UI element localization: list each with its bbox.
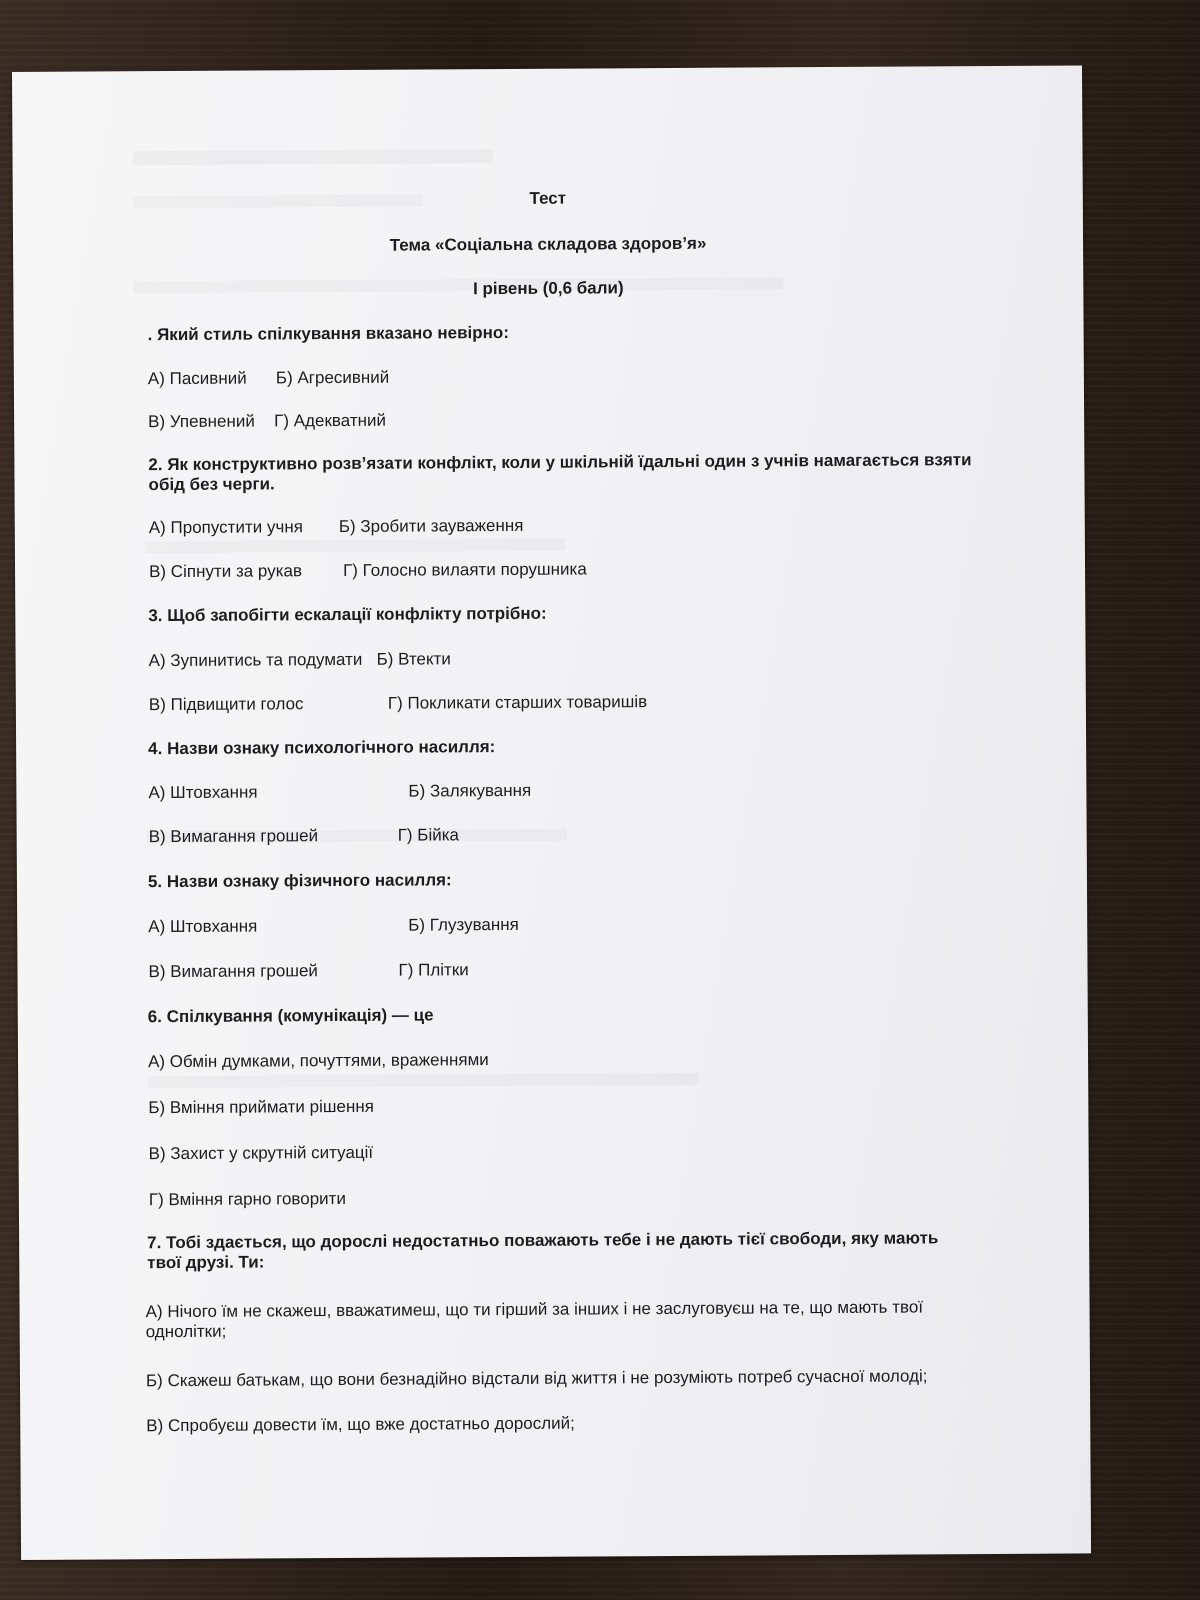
paper-sheet bbox=[12, 65, 1091, 1560]
q6-option-a: А) Обмін думками, почуттями, враженнями bbox=[147, 1050, 489, 1072]
bleed-through bbox=[148, 1073, 698, 1088]
question-2: 2. Як конструктивно розв’язати конфлікт, коли у шкільній їдальні один з учнів намагається взяти обід без черги. bbox=[148, 450, 972, 495]
q5-option-b: Б) Глузування bbox=[408, 914, 519, 935]
question-7: 7. Тобі здається, що дорослі недостатньо поважають тебе і не дають тієї свободи, яку мають твої друзі. Ти: bbox=[147, 1228, 939, 1273]
q6-option-c: В) Захист у скрутній ситуації bbox=[148, 1142, 374, 1164]
q1-option-b: Б) Агресивний bbox=[275, 367, 390, 388]
q3-option-b: Б) Втекти bbox=[376, 649, 451, 669]
q4-option-b: Б) Залякування bbox=[408, 780, 532, 801]
q1-option-d: Г) Адекватний bbox=[274, 410, 387, 431]
q7-option-c: В) Спробуєш довести їм, що вже достатньо дорослий; bbox=[146, 1413, 575, 1436]
bleed-through bbox=[145, 539, 565, 554]
q5-option-d: Г) Плітки bbox=[398, 960, 469, 980]
bleed-through bbox=[132, 149, 492, 165]
question-5: 5. Назви ознаку фізичного насилля: bbox=[147, 870, 452, 892]
q1-option-a: А) Пасивний bbox=[147, 368, 247, 389]
question-1: . Який стиль спілкування вказано невірно: bbox=[147, 322, 510, 345]
q6-option-d: Г) Вміння гарно говорити bbox=[148, 1188, 346, 1210]
q2-option-b: Б) Зробити зауваження bbox=[338, 515, 524, 537]
q2-option-a: А) Пропустити учня bbox=[148, 517, 303, 538]
q4-option-a: А) Штовхання bbox=[148, 782, 258, 803]
q5-option-a: А) Штовхання bbox=[148, 916, 258, 937]
q3-option-d: Г) Покликати старших товаришів bbox=[387, 692, 648, 713]
question-3: 3. Щоб запобігти ескалації конфлікту потрібно: bbox=[148, 603, 547, 626]
q6-option-b: Б) Вміння приймати рішення bbox=[148, 1096, 374, 1118]
question-4: 4. Назви ознаку психологічного насилля: bbox=[148, 737, 496, 759]
level-heading: І рівень (0,6 бали) bbox=[472, 278, 624, 299]
document-topic: Тема «Соціальна складова здоров’я» bbox=[389, 233, 707, 255]
q4-option-d: Г) Бійка bbox=[397, 825, 460, 845]
question-6: 6. Спілкування (комунікація) — це bbox=[147, 1005, 434, 1027]
q2-option-c: В) Сіпнути за рукав bbox=[148, 561, 303, 582]
document-title: Тест bbox=[529, 188, 567, 208]
q4-option-c: В) Вимагання грошей bbox=[148, 826, 319, 847]
q3-option-c: В) Підвищити голос bbox=[148, 694, 304, 715]
q1-option-c: В) Упевнений bbox=[148, 411, 255, 432]
q5-option-c: В) Вимагання грошей bbox=[148, 961, 318, 982]
q7-option-a: А) Нічого їм не скажеш, вважатимеш, що ти гірший за інших і не заслуговуєш на те, що мають твої однолітки; bbox=[145, 1297, 924, 1342]
q2-option-d: Г) Голосно вилаяти порушника bbox=[342, 559, 587, 580]
q7-option-b: Б) Скажеш батькам, що вони безнадійно відстали від життя і не розуміють потреб сучасної молоді; bbox=[145, 1366, 928, 1391]
q3-option-a: А) Зупинитись та подумати bbox=[148, 649, 363, 671]
